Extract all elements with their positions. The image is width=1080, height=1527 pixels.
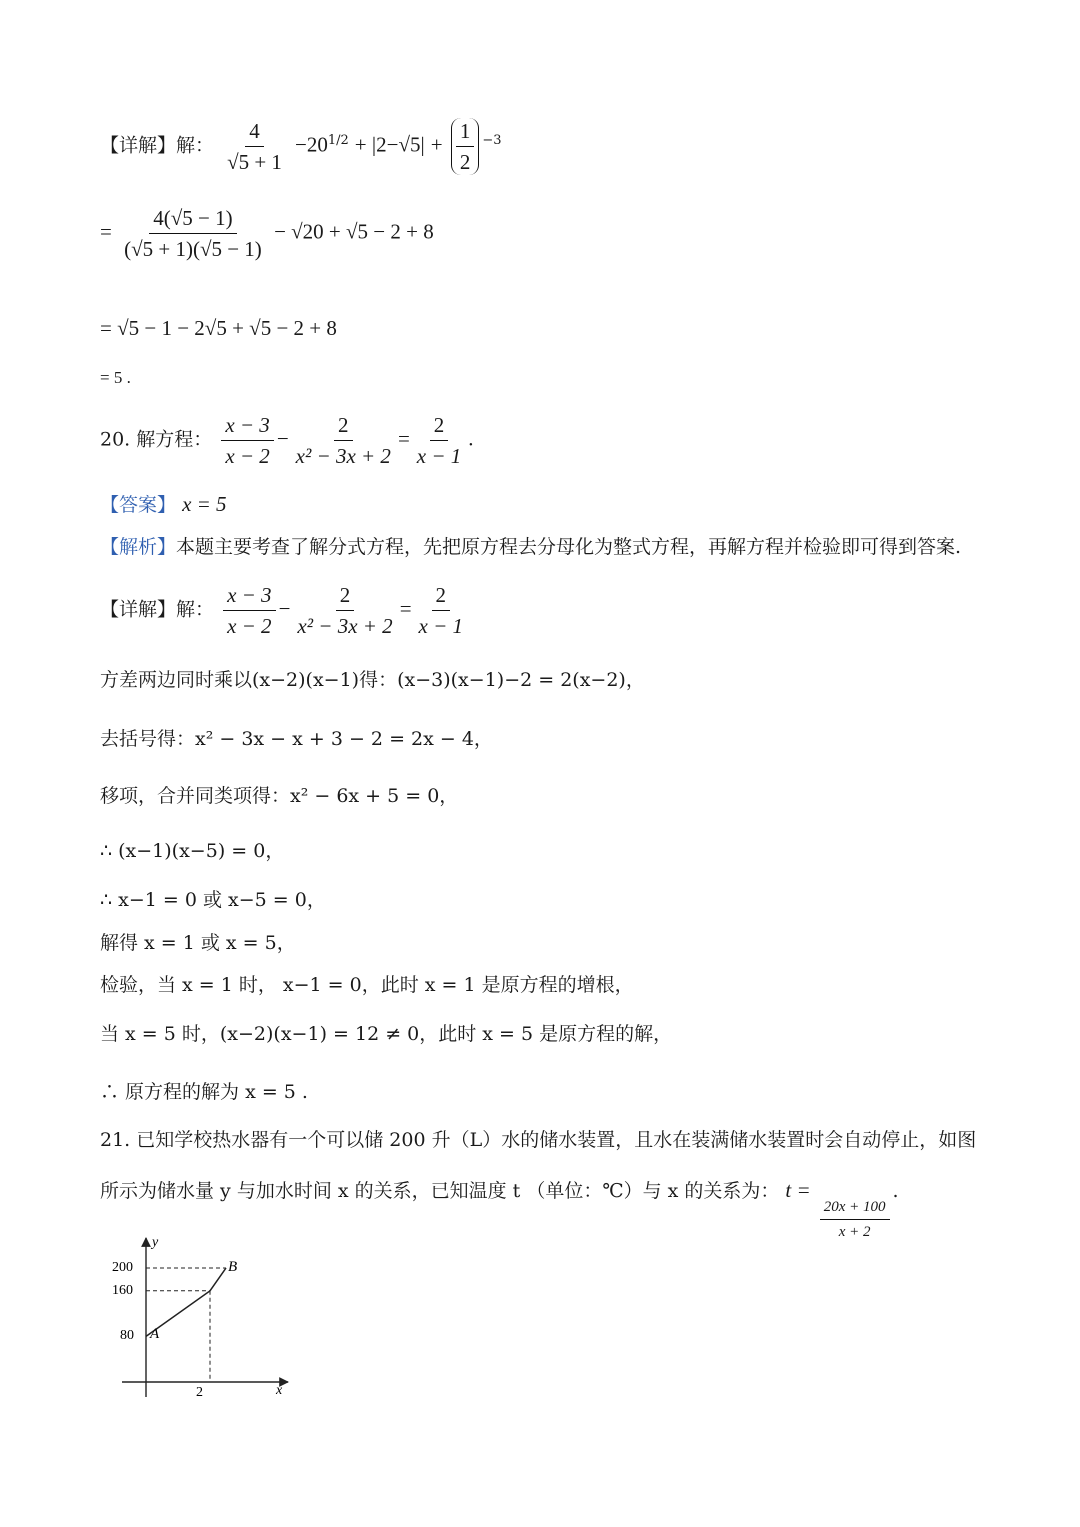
fraction-denominator: x − 1 — [416, 444, 462, 468]
fraction-numerator: 4 — [245, 118, 264, 147]
formula-numerator: 20x + 100 — [820, 1197, 890, 1220]
fraction-one-half — [451, 118, 480, 175]
fraction-x3-over-x2 — [221, 412, 274, 469]
answer-value: x = 5 — [182, 492, 227, 516]
fraction-numerator: 2 — [430, 412, 449, 441]
fraction-2-over-quadratic — [293, 582, 396, 639]
exponent-minus-3: −3 — [482, 133, 502, 149]
point-B-label: B — [228, 1259, 238, 1275]
step-line-2: = √5 − 1 − 2√5 + √5 − 2 + 8 — [100, 316, 337, 340]
step1-tail: − √20 + √5 − 2 + 8 — [274, 219, 434, 244]
step-line-3: = 5 . — [100, 368, 131, 387]
question-21-text: 所示为储水量 y 与加水时间 x 的关系，已知温度 t （单位：℃）与 x 的关系为： — [100, 1180, 780, 1202]
detail-label: 【详解】解： — [100, 134, 215, 157]
answer-line — [100, 492, 227, 517]
equals-sign: = — [100, 219, 112, 244]
period: . — [892, 1180, 899, 1202]
analysis-line — [100, 535, 961, 559]
y-tick-200: 200 — [112, 1260, 133, 1275]
fraction-x3-over-x2 — [223, 582, 276, 639]
detail-line-2 — [100, 582, 470, 639]
fraction-numerator: 2 — [336, 582, 355, 611]
half-denominator: 2 — [459, 150, 471, 174]
conclusion-step: ∴ 原方程的解为 x = 5 . — [100, 1081, 308, 1103]
minus-sign: − — [276, 426, 289, 451]
multiply-step: 方差两边同时乘以(x−2)(x−1)得：(x−3)(x−1)−2 = 2(x−2)， — [100, 669, 645, 691]
combine-step: 移项，合并同类项得：x² − 6x + 5 = 0， — [100, 785, 459, 807]
answer-tag: 【答案】 — [100, 494, 177, 516]
question-20 — [100, 412, 474, 469]
temperature-formula — [820, 1197, 890, 1242]
fraction-2-over-quadratic — [292, 412, 395, 469]
fraction-denominator: x − 2 — [225, 444, 270, 468]
fraction-2-over-x1 — [415, 582, 468, 639]
x-axis-label: x — [276, 1383, 283, 1398]
point-A-label: A — [150, 1326, 160, 1342]
half-numerator: 1 — [456, 118, 475, 147]
factor-step: ∴ (x−1)(x−5) = 0， — [100, 840, 285, 862]
absolute-value-term: |2−√5| — [371, 132, 425, 157]
fraction-denominator: x² − 3x + 2 — [297, 614, 393, 638]
x-tick-2: 2 — [196, 1385, 203, 1400]
fraction-rationalize — [120, 205, 266, 262]
fraction-denominator: (√5 + 1)(√5 − 1) — [124, 237, 262, 261]
fraction-denominator: x − 1 — [418, 614, 464, 638]
detail-line-1: 【详解】解： $\frac{4}{√5 + 1}$ $-20^{1/2} + |2-√5|$ + $\frac{1}{2}$ $^{-3}$ — [100, 119, 502, 174]
analysis-tag: 【解析】 — [100, 536, 177, 558]
fraction-numerator: x − 3 — [223, 582, 276, 611]
y-tick-80: 80 — [120, 1328, 134, 1343]
exponent-half: 1/2 — [327, 133, 349, 149]
term-20-power: −20 — [294, 132, 328, 157]
formula-denominator: x + 2 — [838, 1224, 871, 1240]
step-line-1 — [100, 205, 434, 262]
fraction-numerator: 2 — [432, 582, 451, 611]
y-axis-label: y — [152, 1235, 159, 1250]
analysis-text: 本题主要考查了解分式方程，先把原方程去分母化为整式方程，再解方程并检验即可得到答案. — [176, 536, 962, 558]
check-step-1: 检验，当 x = 1 时， x−1 = 0，此时 x = 1 是原方程的增根， — [100, 974, 634, 996]
fraction-denominator: x² − 3x + 2 — [295, 444, 391, 468]
solve-step: 解得 x = 1 或 x = 5， — [100, 932, 296, 954]
fraction-denominator: x − 2 — [227, 614, 272, 638]
fraction-numerator: 4(√5 − 1) — [149, 205, 236, 234]
fraction-numerator: x − 3 — [221, 412, 274, 441]
question-21-line-1: 21. 已知学校热水器有一个可以储 200 升（L）水的储水装置，且水在装满储水装置时会自动停止，如图 — [100, 1129, 977, 1151]
water-storage-graph — [110, 1232, 310, 1402]
equals-sign: = — [397, 426, 410, 451]
detail-label: 【详解】解： — [100, 598, 215, 621]
formula-lhs: t = — [785, 1178, 811, 1202]
or-step: ∴ x−1 = 0 或 x−5 = 0， — [100, 889, 326, 911]
expand-step: 去括号得：x² − 3x − x + 3 − 2 = 2x − 4， — [100, 728, 493, 750]
fraction-numerator: 2 — [334, 412, 353, 441]
question-20-label: 20. 解方程： — [100, 428, 213, 451]
fraction-2-over-x1 — [413, 412, 466, 469]
check-step-2: 当 x = 5 时，(x−2)(x−1) = 12 ≠ 0，此时 x = 5 是原方程的解， — [100, 1023, 673, 1045]
equals-sign: = — [399, 596, 412, 621]
y-tick-160: 160 — [112, 1283, 133, 1298]
minus-sign: − — [278, 596, 291, 621]
fraction-denominator: √5 + 1 — [227, 150, 282, 174]
period: . — [468, 426, 474, 451]
fraction-4-over-root5plus1 — [223, 118, 286, 175]
